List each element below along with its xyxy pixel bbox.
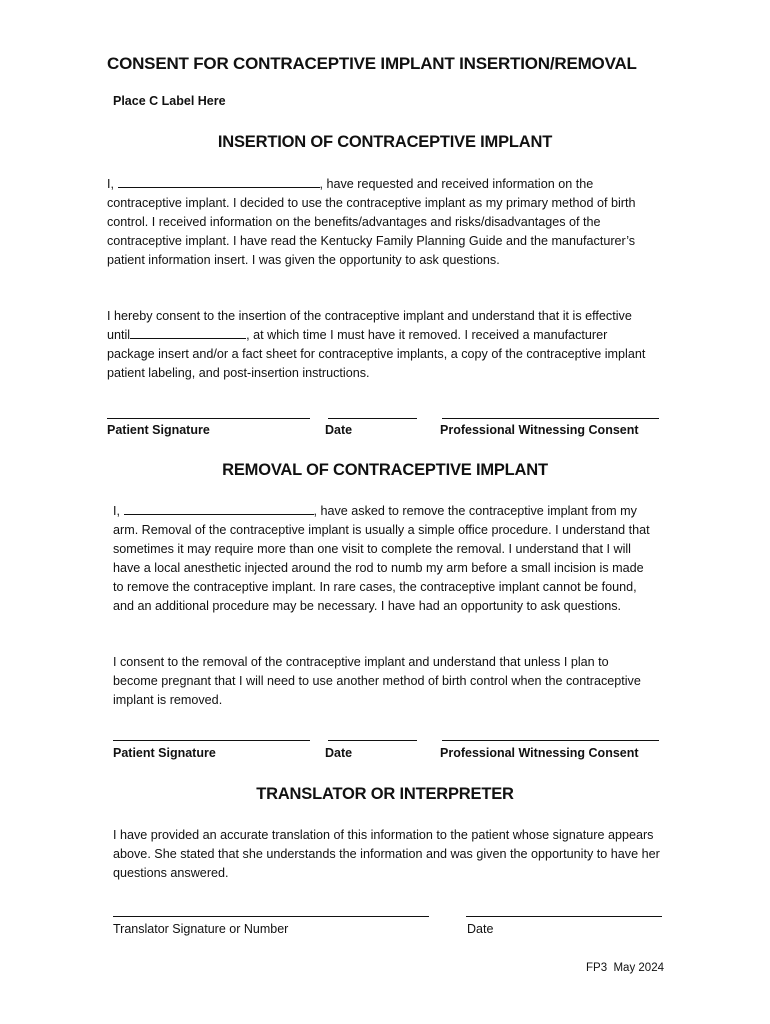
insertion-date-line[interactable] xyxy=(328,418,417,419)
form-id-footer: FP3 May 2024 xyxy=(586,962,664,974)
document-title: CONSENT FOR CONTRACEPTIVE IMPLANT INSERTION/REMOVAL xyxy=(107,54,637,73)
insertion-paragraph-2 xyxy=(107,307,655,383)
removal-p1-prefix: I, xyxy=(113,504,124,518)
translator-date-label: Date xyxy=(467,922,494,936)
insertion-witness-line[interactable] xyxy=(442,418,659,419)
effective-until-blank[interactable] xyxy=(130,337,246,339)
insertion-witness-label: Professional Witnessing Consent xyxy=(440,423,639,437)
insertion-heading: INSERTION OF CONTRACEPTIVE IMPLANT xyxy=(217,133,553,151)
removal-date-line[interactable] xyxy=(328,740,417,741)
label-placeholder: Place C Label Here xyxy=(113,94,226,108)
removal-patient-name-blank[interactable] xyxy=(124,513,314,515)
insertion-date-label: Date xyxy=(325,423,353,437)
insertion-patient-signature-label: Patient Signature xyxy=(107,423,210,437)
removal-heading: REMOVAL OF CONTRACEPTIVE IMPLANT xyxy=(222,461,548,479)
removal-patient-signature-line[interactable] xyxy=(113,740,310,741)
translator-date-line[interactable] xyxy=(466,916,662,917)
insertion-p1-text: , have requested and received information on the contraceptive implant. I decided to use the contraceptive implant as my primary method of birth control. I received information on the benefits/advantages and risks/disadvantages of the contraceptive implant. I have read the Kentucky Family Planning Guide and the manufacturer’s patient information insert. I was given the opportunity to ask questions. xyxy=(107,177,636,267)
removal-patient-signature-label: Patient Signature xyxy=(113,746,216,760)
removal-date-label: Date xyxy=(325,746,353,760)
removal-paragraph-1 xyxy=(113,502,655,616)
removal-witness-line[interactable] xyxy=(442,740,659,741)
insertion-p2-text: , at which time I must have it removed. I received a manufacturer package insert and/or a fact sheet for contraceptive implants, a copy of the contraceptive implant patient labeling, and post-insertion instructions. xyxy=(107,328,646,380)
translator-paragraph xyxy=(113,826,661,883)
removal-paragraph-2 xyxy=(113,653,655,710)
removal-witness-label: Professional Witnessing Consent xyxy=(440,746,639,760)
removal-p2-text: I consent to the removal of the contraceptive implant and understand that unless I plan to become pregnant that I will need to use another method of birth control when the contraceptive implant is removed. xyxy=(113,655,641,707)
translator-signature-label: Translator Signature or Number xyxy=(113,922,289,936)
translator-heading: TRANSLATOR OR INTERPRETER xyxy=(256,785,514,803)
translator-signature-line[interactable] xyxy=(113,916,429,917)
patient-name-blank[interactable] xyxy=(118,186,320,188)
insertion-p1-prefix: I, xyxy=(107,177,118,191)
translator-p1-text: I have provided an accurate translation of this information to the patient whose signature appears above. She stated that she understands the information and was given the opportunity to have her questions answered. xyxy=(113,828,660,880)
removal-p1-text: , have asked to remove the contraceptive implant from my arm. Removal of the contraceptive implant is usually a simple office procedure. I understand that sometimes it may require more than one visit to complete the removal. I understand that I will have a local anesthetic injected around the rod to numb my arm before a small incision is made to remove the contraceptive implant. In rare cases, the contraceptive implant cannot be found, and an additional procedure may be necessary. I have had an opportunity to ask questions. xyxy=(113,504,650,613)
insertion-paragraph-1 xyxy=(107,175,655,270)
insertion-patient-signature-line[interactable] xyxy=(107,418,310,419)
insertion-p2-prefix: I hereby consent to the insertion of the contraceptive implant and understand that it is effective until xyxy=(107,309,632,342)
